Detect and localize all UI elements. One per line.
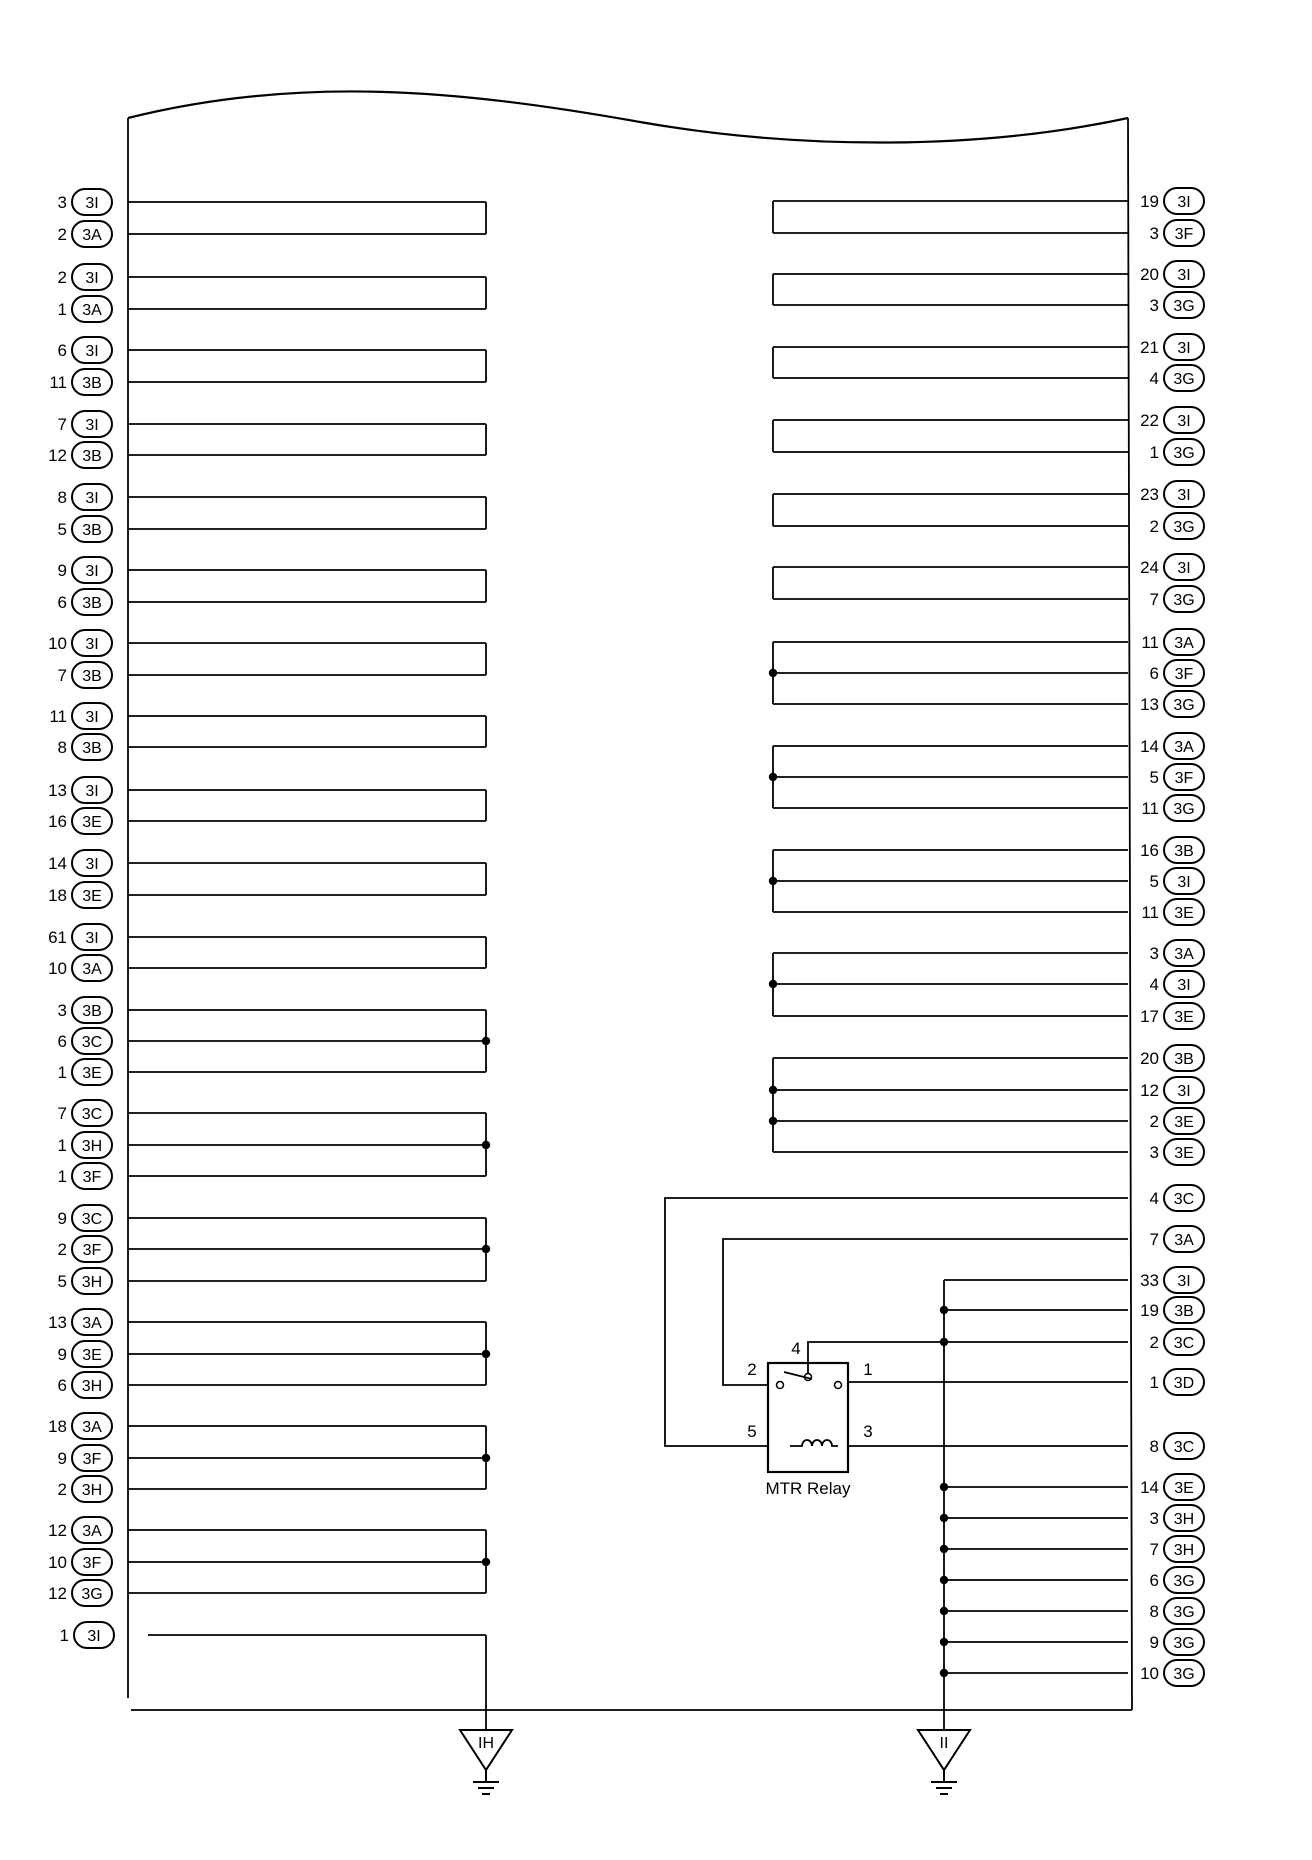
connector-id: 3G	[1173, 1604, 1195, 1621]
pin-number: 21	[1140, 338, 1159, 357]
mtr-relay	[747, 1339, 872, 1498]
junction-dot	[482, 1245, 490, 1253]
pin-number: 1	[1149, 1373, 1159, 1392]
connector-id: 3A	[1174, 635, 1194, 652]
pin-number: 6	[57, 593, 67, 612]
connector-label	[1150, 1567, 1204, 1593]
junction-dot	[940, 1638, 948, 1646]
pin-number: 1	[57, 1136, 67, 1155]
pin-number: 14	[1140, 737, 1159, 756]
connector-label	[58, 484, 112, 510]
pin-number: 3	[1149, 224, 1159, 243]
connector-label	[48, 808, 112, 834]
connector-label	[58, 662, 112, 688]
connector-id: 3B	[82, 448, 102, 465]
connector-id: 3G	[1173, 1573, 1195, 1590]
pin-number: 12	[48, 1584, 67, 1603]
pin-number: 1	[57, 300, 67, 319]
connector-id: 3F	[82, 1169, 102, 1186]
connector-id: 3G	[1173, 592, 1195, 609]
frame-top	[128, 91, 1128, 142]
connector-id: 3A	[82, 961, 102, 978]
connector-label	[1150, 1108, 1204, 1134]
connector-label	[49, 369, 112, 395]
relay-terminal-2: 2	[747, 1360, 757, 1379]
pin-number: 6	[57, 1376, 67, 1395]
connector-label	[1140, 691, 1204, 717]
connector-label	[48, 1309, 112, 1335]
connector-id: 3I	[85, 636, 99, 653]
connector-label	[48, 1580, 112, 1606]
connector-id: 3H	[1173, 1511, 1195, 1528]
connector-label	[48, 1517, 112, 1543]
pin-number: 11	[1141, 903, 1159, 922]
connector-label	[1150, 220, 1204, 246]
pin-number: 1	[57, 1063, 67, 1082]
connector-id: 3I	[85, 930, 99, 947]
connector-id: 3I	[85, 490, 99, 507]
pin-number: 5	[57, 520, 67, 539]
connector-id: 3C	[1173, 1191, 1195, 1208]
pin-number: 7	[57, 415, 67, 434]
connector-label	[48, 955, 112, 981]
pin-number: 7	[1149, 1540, 1159, 1559]
relay-contact	[777, 1382, 784, 1389]
connector-id: 3B	[82, 1003, 102, 1020]
connector-label	[58, 1028, 112, 1054]
connector-id: 3E	[82, 888, 102, 905]
connector-label	[48, 630, 112, 656]
connector-label	[58, 296, 112, 322]
connector-label	[1140, 733, 1204, 759]
connector-id: 3A	[1174, 739, 1194, 756]
pin-number: 6	[57, 341, 67, 360]
connector-label	[58, 1163, 112, 1189]
connector-id: 3E	[1174, 1114, 1194, 1131]
connector-id: 3I	[1177, 1273, 1191, 1290]
connector-id: 3I	[1177, 267, 1191, 284]
pin-number: 8	[57, 488, 67, 507]
connector-label	[58, 516, 112, 542]
connector-id: 3G	[1173, 801, 1195, 818]
connector-id: 3C	[81, 1034, 103, 1051]
pin-number: 20	[1140, 1049, 1159, 1068]
connector-id: 3G	[1173, 371, 1195, 388]
pin-number: 8	[1149, 1437, 1159, 1456]
connector-label	[58, 589, 112, 615]
relay-terminal-5: 5	[747, 1422, 757, 1441]
pin-number: 22	[1140, 411, 1159, 430]
connector-id: 3I	[85, 270, 99, 287]
ground-label: IH	[478, 1735, 494, 1752]
pin-number: 3	[1149, 1509, 1159, 1528]
connector-label	[58, 1100, 112, 1126]
connector-id: 3E	[1174, 1009, 1194, 1026]
junction-dot	[769, 1117, 777, 1125]
connector-label	[1140, 334, 1204, 360]
connector-label	[58, 1341, 112, 1367]
pin-number: 6	[1149, 1571, 1159, 1590]
pin-number: 14	[1140, 1478, 1159, 1497]
connector-label	[1150, 660, 1204, 686]
connector-label	[58, 221, 112, 247]
connector-id: 3B	[1174, 1051, 1194, 1068]
connector-label	[1140, 261, 1204, 287]
connector-label	[48, 1413, 112, 1439]
pin-number: 3	[57, 1001, 67, 1020]
connector-label	[58, 1268, 112, 1294]
junction-dot	[940, 1514, 948, 1522]
pin-number: 14	[48, 854, 67, 873]
connector-label	[58, 337, 112, 363]
connector-label	[1140, 554, 1204, 580]
connector-label	[1150, 940, 1204, 966]
connector-label	[1150, 1536, 1204, 1562]
connector-label	[1140, 1003, 1204, 1029]
pin-number: 7	[1149, 590, 1159, 609]
connector-label	[1150, 292, 1204, 318]
connector-id: 3F	[82, 1242, 102, 1259]
junction-dot	[482, 1350, 490, 1358]
pin-number: 2	[1149, 1112, 1159, 1131]
connector-label	[1150, 1226, 1204, 1252]
junction-dot	[940, 1483, 948, 1491]
relay-coil	[790, 1440, 838, 1446]
connector-id: 3G	[1173, 1635, 1195, 1652]
connector-id: 3H	[81, 1482, 103, 1499]
connector-id: 3E	[82, 1065, 102, 1082]
pin-number: 8	[57, 738, 67, 757]
connector-id: 3F	[82, 1451, 102, 1468]
connector-label	[1140, 1045, 1204, 1071]
junction-dot	[940, 1306, 948, 1314]
pin-number: 10	[48, 634, 67, 653]
pin-number: 7	[1149, 1230, 1159, 1249]
pin-number: 16	[1140, 841, 1159, 860]
connector-label	[1140, 1660, 1204, 1686]
connector-id: 3A	[82, 227, 102, 244]
pin-number: 5	[1149, 872, 1159, 891]
connector-id: 3I	[85, 195, 99, 212]
junction-dot	[482, 1141, 490, 1149]
connector-label	[49, 703, 112, 729]
connector-id: 3I	[1177, 1083, 1191, 1100]
connector-id: 3E	[1174, 1145, 1194, 1162]
connector-label	[48, 442, 112, 468]
connector-label	[1150, 513, 1204, 539]
pin-number: 9	[57, 1345, 67, 1364]
connector-id: 3B	[82, 740, 102, 757]
connector-id: 3I	[85, 856, 99, 873]
pin-number: 1	[59, 1626, 69, 1645]
connector-id: 3I	[1177, 874, 1191, 891]
pin-number: 4	[1149, 369, 1159, 388]
junction-dot	[482, 1558, 490, 1566]
connector-id: 3C	[81, 1106, 103, 1123]
connector-label	[48, 850, 112, 876]
pin-number: 12	[1140, 1081, 1159, 1100]
junction-dot	[482, 1037, 490, 1045]
connector-id: 3B	[82, 668, 102, 685]
pin-number: 7	[57, 1104, 67, 1123]
connector-label	[58, 264, 112, 290]
connector-label	[1150, 1329, 1204, 1355]
connector-id: 3G	[81, 1586, 103, 1603]
connector-label	[1150, 1139, 1204, 1165]
connector-id: 3I	[85, 783, 99, 800]
connector-id: 3A	[82, 1419, 102, 1436]
connector-label	[1150, 1369, 1204, 1395]
pin-number: 18	[48, 1417, 67, 1436]
pin-number: 5	[1149, 768, 1159, 787]
pin-number: 33	[1140, 1271, 1159, 1290]
connector-label	[1141, 795, 1204, 821]
connector-label	[60, 1622, 114, 1648]
relay-wire-4	[808, 1342, 944, 1373]
pin-number: 10	[48, 1553, 67, 1572]
ground-right	[918, 1730, 970, 1794]
junction-dot	[769, 877, 777, 885]
pin-number: 13	[1140, 695, 1159, 714]
connector-label	[1150, 1629, 1204, 1655]
connector-label	[1150, 1505, 1204, 1531]
connector-label	[58, 1476, 112, 1502]
connector-label	[1150, 1185, 1204, 1211]
connector-label	[1140, 1297, 1204, 1323]
connector-id: 3A	[82, 1315, 102, 1332]
connector-id: 3F	[1174, 666, 1194, 683]
junction-dot	[769, 1086, 777, 1094]
connector-label	[48, 882, 112, 908]
pin-number: 61	[48, 928, 67, 947]
connector-label	[1140, 1077, 1204, 1103]
relay-terminal-4: 4	[791, 1339, 801, 1358]
connector-id: 3H	[1173, 1542, 1195, 1559]
pin-number: 18	[48, 886, 67, 905]
pin-number: 3	[1149, 296, 1159, 315]
pin-number: 4	[1149, 1189, 1159, 1208]
pin-number: 2	[1149, 1333, 1159, 1352]
connector-id: 3B	[82, 595, 102, 612]
connector-label	[58, 1205, 112, 1231]
relay-terminal-3: 3	[863, 1422, 873, 1441]
connector-label	[1141, 629, 1204, 655]
pin-number: 2	[1149, 517, 1159, 536]
connector-label	[58, 997, 112, 1023]
connector-label	[58, 1132, 112, 1158]
pin-number: 11	[49, 373, 67, 392]
connector-label	[58, 557, 112, 583]
connector-label	[58, 1236, 112, 1262]
connector-label	[1150, 764, 1204, 790]
connector-label	[48, 1549, 112, 1575]
connector-id: 3F	[82, 1555, 102, 1572]
pin-number: 1	[1149, 443, 1159, 462]
connector-label	[1140, 188, 1204, 214]
pin-number: 9	[57, 1209, 67, 1228]
connector-id: 3D	[1173, 1375, 1195, 1392]
pin-number: 5	[57, 1272, 67, 1291]
connector-id: 3I	[85, 709, 99, 726]
pin-number: 13	[48, 781, 67, 800]
connector-id: 3G	[1173, 298, 1195, 315]
pin-number: 9	[57, 1449, 67, 1468]
connector-id: 3I	[1177, 194, 1191, 211]
connector-id: 3I	[1177, 560, 1191, 577]
pin-number: 2	[57, 268, 67, 287]
connector-label	[58, 1372, 112, 1398]
pin-number: 23	[1140, 485, 1159, 504]
pin-number: 24	[1140, 558, 1159, 577]
connector-id: 3A	[1174, 946, 1194, 963]
pin-number: 11	[1141, 633, 1159, 652]
connector-label	[1140, 837, 1204, 863]
connector-id: 3I	[85, 343, 99, 360]
connector-id: 3H	[81, 1138, 103, 1155]
pin-number: 19	[1140, 1301, 1159, 1320]
connector-label	[1150, 1433, 1204, 1459]
connector-id: 3E	[82, 1347, 102, 1364]
connector-id: 3F	[1174, 226, 1194, 243]
junction-dot	[769, 980, 777, 988]
pin-number: 3	[57, 193, 67, 212]
pin-number: 10	[1140, 1664, 1159, 1683]
pin-number: 3	[1149, 944, 1159, 963]
pin-number: 7	[57, 666, 67, 685]
connector-id: 3B	[82, 522, 102, 539]
connector-id: 3C	[1173, 1335, 1195, 1352]
relay-contact	[835, 1382, 842, 1389]
pin-number: 1	[57, 1167, 67, 1186]
connector-label	[1150, 439, 1204, 465]
pin-number: 11	[1141, 799, 1159, 818]
connector-id: 3E	[1174, 1480, 1194, 1497]
junction-dot	[769, 773, 777, 781]
connector-label	[58, 1445, 112, 1471]
pin-number: 19	[1140, 192, 1159, 211]
connector-id: 3I	[1177, 413, 1191, 430]
connector-id: 3I	[1177, 487, 1191, 504]
junction-dot	[940, 1607, 948, 1615]
junction-dot	[940, 1669, 948, 1677]
pin-number: 12	[48, 446, 67, 465]
connector-id: 3A	[82, 1523, 102, 1540]
pin-number: 2	[57, 1240, 67, 1259]
junction-dot	[482, 1454, 490, 1462]
pin-number: 16	[48, 812, 67, 831]
junction-dot	[769, 669, 777, 677]
ground-label: II	[939, 1735, 949, 1752]
pin-number: 20	[1140, 265, 1159, 284]
connector-label	[1150, 868, 1204, 894]
pin-number: 11	[49, 707, 67, 726]
pin-number: 9	[1149, 1633, 1159, 1652]
connector-label	[1140, 481, 1204, 507]
connector-label	[1150, 586, 1204, 612]
connector-label	[1141, 899, 1204, 925]
pin-number: 13	[48, 1313, 67, 1332]
relay-wire-5	[665, 1198, 1128, 1446]
relay-label: MTR Relay	[765, 1479, 851, 1498]
connector-id: 3C	[1173, 1439, 1195, 1456]
connector-id: 3H	[81, 1274, 103, 1291]
connector-label	[58, 411, 112, 437]
connector-id: 3G	[1173, 1666, 1195, 1683]
connector-id: 3I	[1177, 340, 1191, 357]
connector-id: 3E	[1174, 905, 1194, 922]
pin-number: 12	[48, 1521, 67, 1540]
connector-id: 3I	[85, 563, 99, 580]
connector-id: 3I	[1177, 977, 1191, 994]
connector-label	[48, 777, 112, 803]
pin-number: 4	[1149, 975, 1159, 994]
connector-id: 3G	[1173, 697, 1195, 714]
connector-label	[58, 1059, 112, 1085]
connector-label	[1150, 971, 1204, 997]
connector-id: 3A	[1174, 1232, 1194, 1249]
pin-number: 6	[1149, 664, 1159, 683]
connector-label	[58, 734, 112, 760]
connector-label	[1140, 407, 1204, 433]
connector-label	[48, 924, 112, 950]
junction-dot	[940, 1576, 948, 1584]
pin-number: 10	[48, 959, 67, 978]
pin-number: 17	[1140, 1007, 1159, 1026]
relay-terminal-1: 1	[863, 1360, 873, 1379]
connector-id: 3C	[81, 1211, 103, 1228]
pin-number: 2	[57, 1480, 67, 1499]
frame-right	[1128, 118, 1132, 1710]
connector-label	[1140, 1267, 1204, 1293]
pin-number: 3	[1149, 1143, 1159, 1162]
ground-left	[460, 1730, 512, 1794]
connector-label	[1140, 1474, 1204, 1500]
connector-label	[58, 189, 112, 215]
pin-number: 6	[57, 1032, 67, 1051]
pin-number: 2	[57, 225, 67, 244]
connector-id: 3I	[85, 417, 99, 434]
junction-dot	[940, 1338, 948, 1346]
connector-label	[1150, 1598, 1204, 1624]
connector-id: 3B	[1174, 843, 1194, 860]
connector-id: 3H	[81, 1378, 103, 1395]
connector-label	[1150, 365, 1204, 391]
connector-id: 3F	[1174, 770, 1194, 787]
connector-id: 3G	[1173, 519, 1195, 536]
connector-id: 3I	[87, 1628, 101, 1645]
junction-dot	[940, 1545, 948, 1553]
connector-id: 3G	[1173, 445, 1195, 462]
pin-number: 9	[57, 561, 67, 580]
pin-number: 8	[1149, 1602, 1159, 1621]
connector-id: 3B	[82, 375, 102, 392]
connector-id: 3E	[82, 814, 102, 831]
connector-id: 3A	[82, 302, 102, 319]
connector-id: 3B	[1174, 1303, 1194, 1320]
